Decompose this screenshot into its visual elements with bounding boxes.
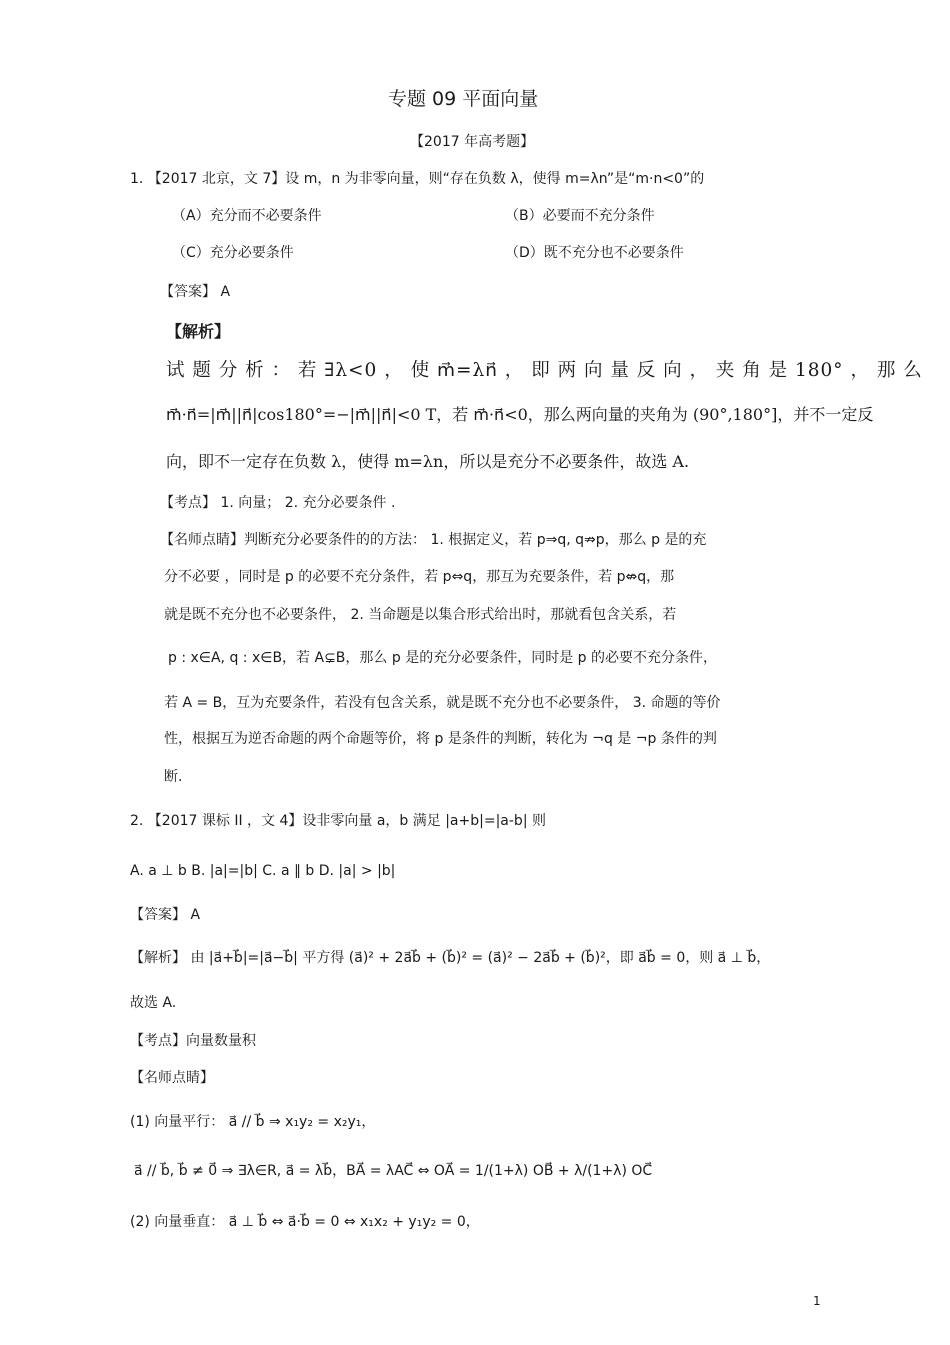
q2-options: A. a ⊥ b B. |a|=|b| C. a ∥ b D. |a| > |b|	[130, 863, 396, 879]
q2-tip-heading: 【名师点睛】	[130, 1070, 214, 1086]
q1-tip-line-4: p : x∈A, q : x∈B，若 A⊊B，那么 p 是的充分必要条件，同时是 p 的必要不充分条件，	[168, 650, 717, 666]
q2-tip-perpendicular: (2) 向量垂直： a⃗ ⊥ b⃗ ⇔ a⃗·b⃗ = 0 ⇔ x₁x₂ + y₁y₂ = 0，	[130, 1214, 480, 1230]
q2-answer: 【答案】 A	[130, 907, 201, 923]
q1-tip-line-6: 性，根据互为逆否命题的两个命题等价，将 p 是条件的判断，转化为 ¬q 是 ¬p 条件的判	[164, 731, 717, 747]
q2-tip-parallel: (1) 向量平行： a⃗ // b⃗ ⇒ x₁y₂ = x₂y₁，	[130, 1114, 376, 1130]
q2-tip-parallel-formula: a⃗ // b⃗, b⃗ ≠ 0⃗ ⇒ ∃λ∈R, a⃗ = λb⃗，BA⃗ = λAC⃗ ⇔ OA⃗ = 1/(1+λ) OB⃗ + λ/(1+λ) OC⃗	[134, 1163, 653, 1179]
q2-analysis: 【解析】 由 |a⃗+b⃗|=|a⃗−b⃗| 平方得 (a⃗)² + 2a⃗b⃗ + (b⃗)² = (a⃗)² − 2a⃗b⃗ + (b⃗)²，即 a⃗b⃗ = 0，则 a⃗ ⊥ b⃗，	[130, 950, 771, 966]
q2-kaodian: 【考点】向量数量积	[130, 1033, 256, 1049]
q1-tip-line-7: 断.	[164, 769, 183, 785]
q2-choose: 故选 A.	[130, 995, 177, 1011]
q1-analysis-line-2: m⃗·n⃗=|m⃗||n⃗|cos180°=−|m⃗||n⃗|<0 T，若 m⃗·n⃗<0，那么两向量的夹角为 (90°,180°]，并不一定反	[166, 405, 874, 424]
q1-analysis-line-3: 向，即不一定存在负数 λ，使得 m=λn，所以是充分不必要条件，故选 A.	[166, 452, 690, 471]
q2-stem: 2. 【2017 课标 II ，文 4】设非零向量 a，b 满足 |a+b|=|a-b| 则	[130, 813, 546, 829]
q1-option-d: （D）既不充分也不必要条件	[505, 245, 684, 261]
q1-answer: 【答案】 A	[160, 284, 231, 300]
q1-option-a: （A）充分而不必要条件	[172, 208, 322, 224]
page-number: 1	[813, 1294, 821, 1308]
q1-stem: 1. 【2017 北京，文 7】设 m，n 为非零向量，则“存在负数 λ，使得 m=λn”是“m·n<0”的	[130, 171, 705, 187]
q1-tip-line-2: 分不必要 ，同时是 p 的必要不充分条件，若 p⇔q，那互为充要条件，若 p⇎q，那	[164, 569, 675, 585]
q1-tip-line-3: 就是既不充分也不必要条件， 2. 当命题是以集合形式给出时，那就看包含关系，若	[164, 607, 677, 623]
doc-title: 专题 09 平面向量	[388, 88, 539, 110]
q1-tip-line-5: 若 A = B，互为充要条件，若没有包含关系，就是既不充分也不必要条件， 3. 命题的等价	[164, 695, 721, 711]
q1-option-c: （C）充分必要条件	[172, 245, 294, 261]
section-heading: 【2017 年高考题】	[410, 134, 535, 150]
q1-option-b: （B）必要而不充分条件	[505, 208, 655, 224]
q1-tip-line-1: 【名师点睛】判断充分必要条件的的方法： 1. 根据定义，若 p⇒q, q⇏p，那么 p 是的充	[160, 532, 707, 548]
q1-kaodian: 【考点】 1. 向量； 2. 充分必要条件 .	[160, 495, 396, 511]
q1-analysis-label: 【解析】	[166, 322, 231, 341]
q1-analysis-line-1: 试 题 分 析 ： 若 ∃λ<0 ， 使 m⃗=λn⃗ ， 即 两 向 量 反 向 ， 夹 角 是 180° ， 那 么	[166, 360, 923, 381]
